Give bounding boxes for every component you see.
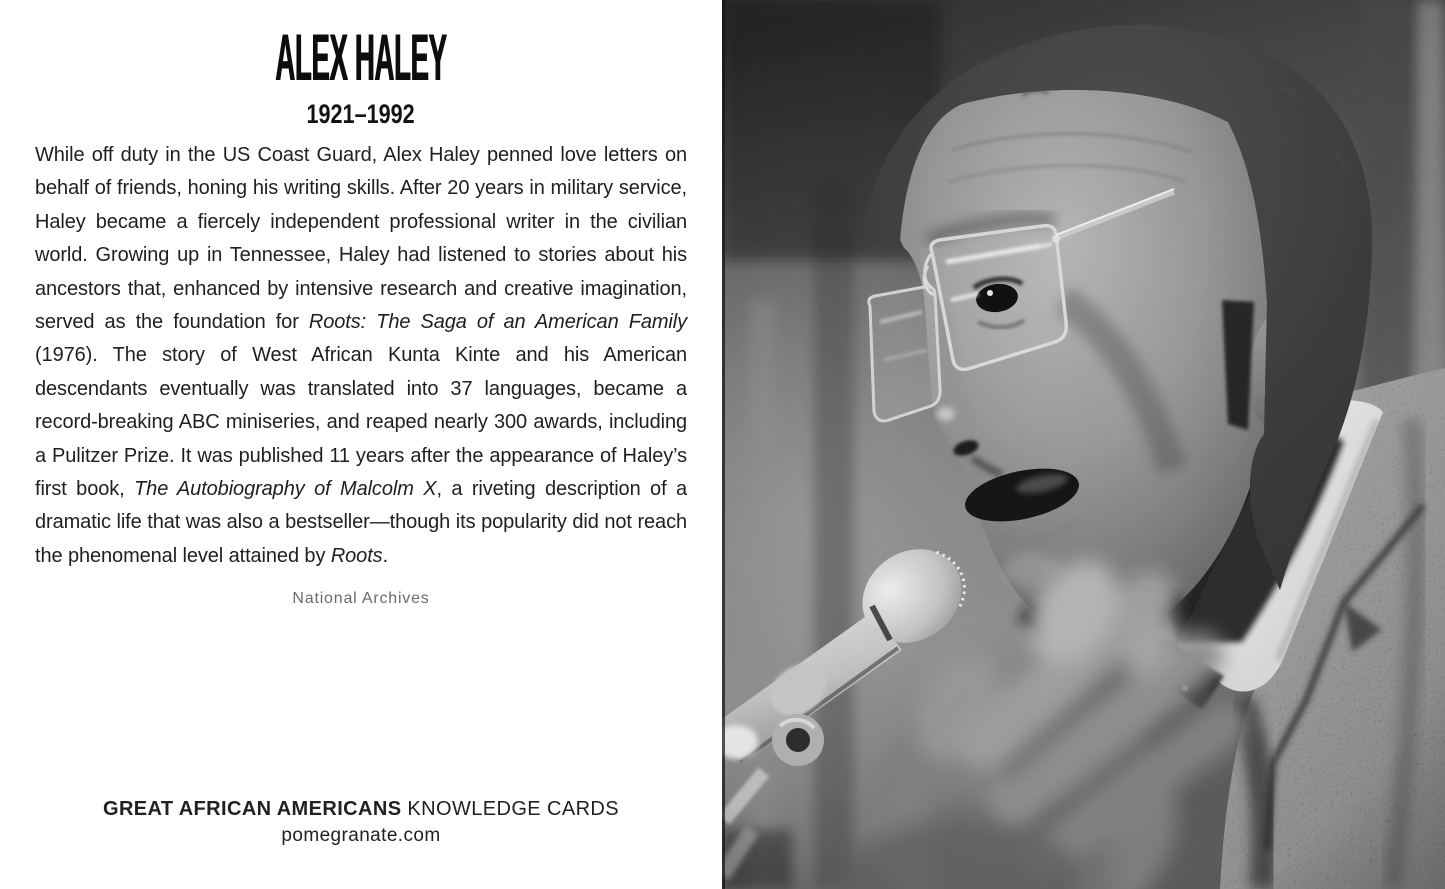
website-text: pomegranate.com [281, 825, 441, 846]
series-title: GREAT AFRICAN AMERICANS [102, 798, 402, 820]
lifespan: 1921–1992 [306, 99, 416, 129]
vignette [722, 0, 1445, 889]
person-name: ALEX HALEY [275, 20, 447, 94]
lifespan-wrap [0, 99, 722, 129]
alex-haley-photo [722, 0, 1445, 889]
series-title-line [0, 798, 722, 821]
page-title [0, 20, 722, 94]
card-footer [0, 798, 722, 847]
card-text-panel [0, 0, 722, 889]
biography-text: While off duty in the US Coast Guard, Alex Haley penned love letters on behalf of friends, honing his writing skills. After 20 years in military service, Haley became a fiercely independent professional writer in the civilian world. Growing up in Tennessee, Haley had listened to stories about his ancestors that, enhanced by intensive research and creative imagination, served as the foundation for Roots: The Saga of an American Family (1976). The story of West African Kunta Kinte and his American descendants eventually was translated into 37 languages, became a record-breaking ABC miniseries, and reaped nearly 300 awards, including a Pulitzer Prize. It was published 11 years after the appearance of Haley’s first book, The Autobiography of Malcolm X, a riveting description of a dramatic life that was also a bestseller—though its popularity did not reach the phenomenal level attained by Roots. [35, 144, 688, 567]
card-photo-panel [722, 0, 1445, 889]
photo-credit: National Archives [292, 590, 430, 607]
series-suffix: KNOWLEDGE CARDS [407, 798, 619, 820]
photo-left-edge [722, 0, 725, 889]
